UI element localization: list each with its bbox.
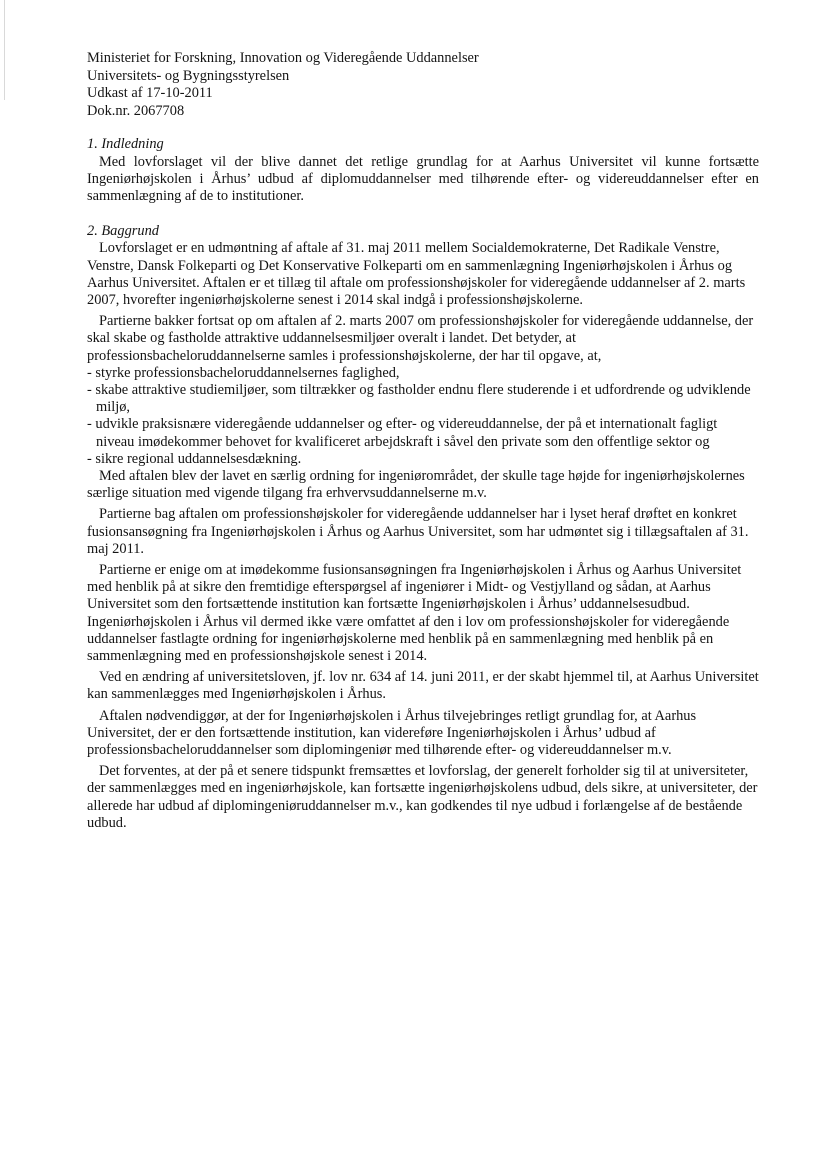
paragraph: Ved en ændring af universitetsloven, jf. lov nr. 634 af 14. juni 2011, er der skabt hjemmel til, at Aarhus Universitet kan sammenlægges med Ingeniørhøjskolen i Århus. — [87, 669, 759, 703]
paragraph: Med lovforslaget vil der blive dannet det retlige grundlag for at Aarhus Universitet vil kunne fortsætte Ingeniørhøjskolen i Århus’ udbud af diplomuddannelser med tilhørende efter- og videreuddannelser efter en sammenlægning af de to institutioner. — [87, 153, 759, 204]
list-item: - sikre regional uddannelsesdækning. — [87, 450, 302, 467]
document-number: Dok.nr. 2067708 — [87, 102, 185, 119]
ministry-name: Ministeriet for Forskning, Innovation og Videregående Uddannelser — [87, 50, 479, 66]
document-header — [87, 50, 759, 120]
paragraph: Partierne er enige om at imødekomme fusionsansøgningen fra Ingeniørhøjskolen i Århus og Aarhus Universitet med henblik på at sikre den fremtidige efterspørgsel af ingeniører i Midt- og Vestjylland og sådan, at Aarhus Universitet som den fortsættende institution kan fortsætte Ingeniørhøjskolen i Århus’ uddannelsesudbud. Ingeniørhøjskolen i Århus vil dermed ikke være omfattet af den i lov om professionshøjskoler for videregående uddannelser fastlagte ordning for ingeniørhøjskolerne med henblik på en sammenlægning med henblik på en sammenlægning med en professionshøjskole senest i 2014. — [87, 562, 742, 665]
paragraph: Partierne bag aftalen om professionshøjskoler for videregående uddannelser har i lyset heraf drøftet en konkret fusionsansøgning fra Ingeniørhøjskolen i Århus og Aarhus Universitet, som har udmøntet sig i tillægsaftalen af 31. maj 2011. — [87, 506, 749, 557]
agency-name: Universitets- og Bygningsstyrelsen — [87, 67, 290, 84]
section-title: 2. Baggrund — [87, 223, 159, 240]
list-item: - udvikle praksisnære videregående uddannelser og efter- og videreuddannelse, der på et internationalt fagligt niveau imødekommer behovet for kvalificeret arbejdskraft i såvel den private som den offentlige sektor og — [87, 416, 718, 450]
list-item: - skabe attraktive studiemiljøer, som tiltrækker og fastholder endnu flere studerende i et udfordrende og udviklende miljø, — [87, 382, 751, 416]
paragraph: Lovforslaget er en udmøntning af aftale af 31. maj 2011 mellem Socialdemokraterne, Det Radikale Venstre, Venstre, Dansk Folkeparti og Det Konservative Folkeparti om en sammenlægning Ingeniørhøjskolen i Århus og Aarhus Universitet. Aftalen er et tillæg til aftale om professionshøjskoler for videregående uddannelser af 2. marts 2007, hvorefter ingeniørhøjskolerne senest i 2014 skal indgå i professionshøjskolerne. — [87, 240, 746, 308]
document-page — [87, 50, 759, 832]
paragraph: Aftalen nødvendiggør, at der for Ingeniørhøjskolen i Århus tilvejebringes retligt grundlag for, at Aarhus Universitet, der er den fortsættende institution, kan videreføre Ingeniørhøjskolen i Århus’ udbud af professionsbacheloruddannelser som diplomingeniør med tilhørende efter- og videreuddannelser m.v. — [87, 707, 697, 759]
paragraph: Med aftalen blev der lavet en særlig ordning for ingeniørområdet, der skulle tage højde for ingeniørhøjskolernes særlige situation med vigende tilgang fra erhvervsuddannelserne m.v. — [87, 468, 745, 502]
list-item: - styrke professionsbacheloruddannelsernes faglighed, — [87, 364, 400, 381]
bullet-list — [87, 365, 759, 468]
section-background — [87, 223, 759, 832]
section-introduction — [87, 136, 759, 205]
section-title: 1. Indledning — [87, 136, 164, 153]
scan-edge-line — [4, 0, 5, 100]
paragraph: Partierne bakker fortsat op om aftalen af 2. marts 2007 om professionshøjskoler for videregående uddannelse, der skal skabe og fastholde attraktive uddannelsesmiljøer overalt i landet. Det betyder, at professionsbacheloruddannelserne samles i professionshøjskolerne, der har til opgave, at, — [87, 313, 754, 364]
draft-date: Udkast af 17-10-2011 — [87, 85, 213, 102]
paragraph: Det forventes, at der på et senere tidspunkt fremsættes et lovforslag, der generelt forholder sig til at universiteter, der sammenlægges med en ingeniørhøjskole, kan fortsætte ingeniørhøjskolens udbud, dels sikre, at universiteter, der allerede har udbud af diplomingeniøruddannelser m.v., kan godkendes til nye udbud i forlængelse af de bestående udbud. — [87, 763, 758, 831]
